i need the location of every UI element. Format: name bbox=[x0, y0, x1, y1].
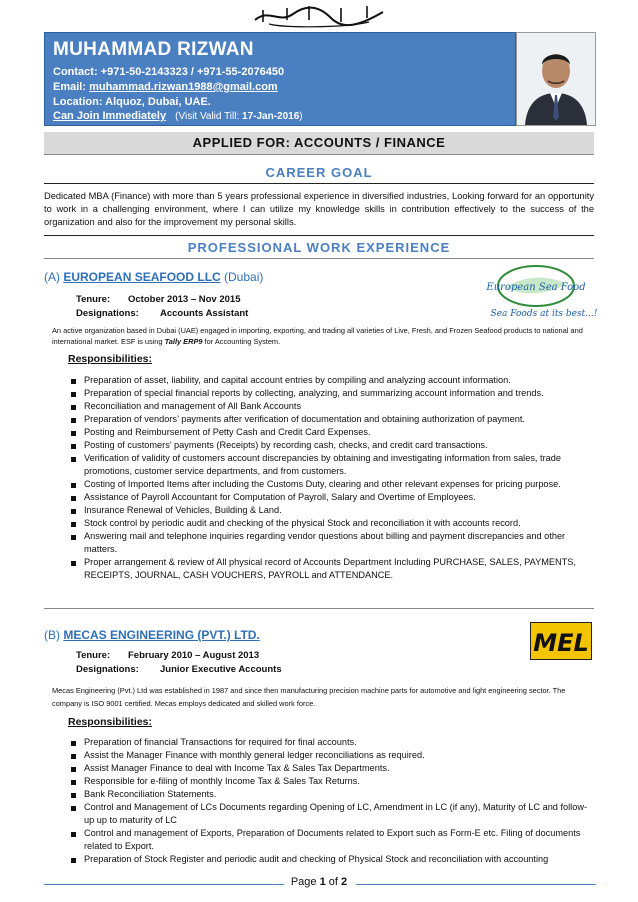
company-link[interactable]: MECAS ENGINEERING (PVT.) LTD. bbox=[63, 628, 260, 642]
header-box bbox=[44, 32, 516, 126]
responsibility-item: Assist Manager Finance to deal with Income Tax & Sales Tax Departments. bbox=[68, 762, 588, 775]
job-b-designation: Designations: Junior Executive Accounts bbox=[76, 664, 282, 675]
responsibility-item: Preparation of financial Transactions for required for final accounts. bbox=[68, 736, 588, 749]
total-pages: 2 bbox=[341, 876, 348, 888]
responsibility-item: Posting and Reimbursement of Petty Cash and Credit Card Expenses. bbox=[68, 426, 588, 439]
job-b-company: (B) MECAS ENGINEERING (PVT.) LTD. bbox=[44, 628, 260, 642]
contact-line: Contact: +971-50-2143323 / +971-55-2076450 bbox=[53, 66, 285, 78]
job-b-tenure: Tenure: February 2010 – August 2013 bbox=[76, 650, 260, 661]
career-goal-title: CAREER GOAL bbox=[265, 165, 373, 180]
visa-date: 17-Jan-2016 bbox=[242, 111, 300, 122]
bismillah-calligraphy bbox=[0, 2, 638, 30]
experience-title: PROFESSIONAL WORK EXPERIENCE bbox=[187, 240, 451, 255]
company-link[interactable]: EUROPEAN SEAFOOD LLC bbox=[63, 270, 221, 284]
email-link[interactable]: muhammad.rizwan1988@gmail.com bbox=[89, 81, 278, 93]
job-a-about: An active organization based in Dubai (UAE) engaged in importing, exporting, and trading all varieties of Live, Fresh, and Frozen Seafood products to national and international market. ESF is using Tally ERP9 for Accounting System. bbox=[52, 326, 583, 346]
responsibility-item: Costing of Imported Items after including the Customs Duty, clearing and other relevant expenses for pricing purpose. bbox=[68, 478, 588, 491]
responsibility-item: Preparation of asset, liability, and capital account entries by compiling and analyzing account information. bbox=[68, 374, 588, 387]
responsibility-item: Reconciliation and management of All Bank Accounts bbox=[68, 400, 588, 413]
job-a-company: (A) EUROPEAN SEAFOOD LLC (Dubai) bbox=[44, 270, 264, 284]
job-a-tenure: Tenure: October 2013 – Nov 2015 bbox=[76, 294, 241, 305]
job-a-responsibilities-list bbox=[68, 374, 588, 582]
career-goal-text: Dedicated MBA (Finance) with more than 5 years professional experience in diversified industries, Looking forward for an opportunity to work in a challenging environment, where I can utilize my knowledge skills in contribution effectively to the success of the organization and also for the improvement my personal skills. bbox=[44, 191, 594, 227]
location-line: Location: Alquoz, Dubai, UAE. bbox=[53, 96, 211, 108]
profile-photo bbox=[516, 32, 596, 126]
email-line: Email: muhammad.rizwan1988@gmail.com bbox=[53, 81, 278, 93]
current-page: 1 bbox=[319, 876, 326, 888]
job-b-about: Mecas Engineering (Pvt.) Ltd was established in 1987 and since then manufacturing precision machine parts for automotive and light engineering sector. The company is ISO 9001 certified. Mecas employs dedicated and skilled work force. bbox=[52, 686, 566, 708]
esf-logo-text: European Sea Food bbox=[486, 282, 586, 293]
responsibility-item: Preparation of vendors’ payments after verification of documentation and obtaining authorization of payment. bbox=[68, 413, 588, 426]
esf-logo-tagline: Sea Foods at its best...! bbox=[490, 309, 598, 319]
job-b-responsibilities-title: Responsibilities: bbox=[68, 716, 153, 728]
section-rule bbox=[44, 235, 594, 236]
section-rule bbox=[44, 608, 594, 609]
mel-logo-text: MEL bbox=[533, 629, 589, 657]
job-a-designation: Designations: Accounts Assistant bbox=[76, 308, 249, 319]
responsibility-item: Verification of validity of customers account discrepancies by obtaining and investigating information from sales, trade promotions, customer service departments, and from customers. bbox=[68, 452, 588, 478]
mel-logo bbox=[530, 622, 592, 660]
page-footer: Page 1 of 2 bbox=[0, 876, 638, 888]
availability-line: Can Join Immediately (Visit Valid Till: 17-Jan-2016) bbox=[53, 110, 303, 122]
responsibility-item: Proper arrangement & review of All physical record of Accounts Department Including PURCHASE, SALES, PAYMENTS, RECEIPTS, JOURNAL, CASH VOUCHERS, PAYROLL and ATTENDANCE. bbox=[68, 556, 588, 582]
responsibility-item: Control and management of Exports, Preparation of Documents related to Export such as Form-E etc. Filing of documents related to Export. bbox=[68, 827, 588, 853]
join-immediately: Can Join Immediately bbox=[53, 110, 167, 122]
section-rule bbox=[44, 258, 594, 259]
job-a-responsibilities-title: Responsibilities: bbox=[68, 353, 153, 365]
responsibility-item: Posting of customers’ payments (Receipts) by recording cash, checks, and credit card transactions. bbox=[68, 439, 588, 452]
responsibility-item: Stock control by periodic audit and checking of the physical Stock and reconciliation it with accounts record. bbox=[68, 517, 588, 530]
european-seafood-logo bbox=[486, 262, 598, 320]
applied-for-bar: APPLIED FOR: ACCOUNTS / FINANCE bbox=[44, 132, 594, 155]
responsibility-item: Preparation of Stock Register and periodic audit and checking of Physical Stock and reconciliation with accounting bbox=[68, 853, 588, 866]
responsibility-item: Preparation of special financial reports by collecting, analyzing, and summarizing account information and trends. bbox=[68, 387, 588, 400]
responsibility-item: Bank Reconciliation Statements. bbox=[68, 788, 588, 801]
responsibility-item: Assistance of Payroll Accountant for Computation of Payroll, Salary and Overtime of Employees. bbox=[68, 491, 588, 504]
responsibility-item: Control and Management of LCs Documents regarding Opening of LC, Amendment in LC (if any), Maturity of LC and follow-up up to maturity of LC bbox=[68, 801, 588, 827]
responsibility-item: Answering mail and telephone inquiries regarding vendor questions about billing and payment discrepancies and other matters. bbox=[68, 530, 588, 556]
responsibility-item: Insurance Renewal of Vehicles, Building & Land. bbox=[68, 504, 588, 517]
responsibility-item: Assist the Manager Finance with monthly general ledger reconciliations as required. bbox=[68, 749, 588, 762]
section-rule bbox=[44, 183, 594, 184]
candidate-name: MUHAMMAD RIZWAN bbox=[53, 39, 254, 60]
responsibility-item: Responsible for e-filing of monthly Income Tax & Sales Tax Returns. bbox=[68, 775, 588, 788]
job-b-responsibilities-list bbox=[68, 736, 588, 866]
